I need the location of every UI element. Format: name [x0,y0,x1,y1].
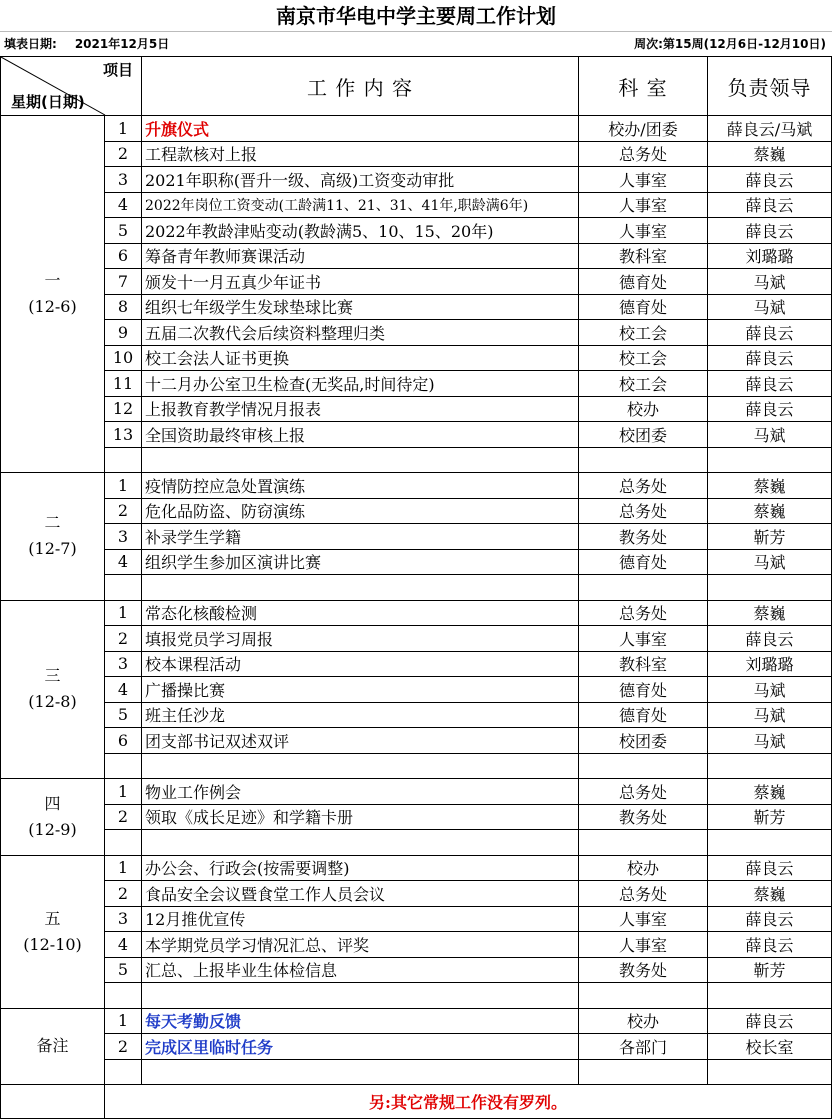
item-dept: 校团委 [579,422,708,448]
fill-date-row [4,32,169,56]
item-content: 升旗仪式 [142,116,579,142]
weekday-date: (12-9) [28,819,77,839]
item-dept: 总务处 [579,779,708,805]
item-content [142,575,579,601]
item-dept [579,447,708,473]
item-content: 2021年职称(晋升一级、高级)工资变动审批 [142,167,579,193]
item-dept [579,1059,708,1085]
item-dept [579,983,708,1009]
table-row [1,141,832,167]
item-content: 疫情防控应急处置演练 [142,473,579,499]
item-number: 6 [105,243,142,269]
item-content: 组织学生参加区演讲比赛 [142,549,579,575]
item-lead: 刘璐璐 [708,243,832,269]
item-number: 2 [105,498,142,524]
item-content [142,447,579,473]
day-cell [1,600,105,779]
item-lead [708,447,832,473]
blank-row [1,753,832,779]
item-number [105,447,142,473]
item-lead: 蔡巍 [708,141,832,167]
item-content: 补录学生学籍 [142,524,579,550]
item-content: 本学期党员学习情况汇总、评奖 [142,932,579,958]
weekday-label: 四 [44,793,61,813]
item-lead: 靳芳 [708,957,832,983]
item-lead: 马斌 [708,422,832,448]
item-number: 2 [105,626,142,652]
item-lead: 马斌 [708,269,832,295]
table-row [1,804,832,830]
table-row [1,218,832,244]
table-row [1,396,832,422]
item-dept: 德育处 [579,677,708,703]
table-row [1,855,832,881]
weekday-label: 五 [44,908,61,928]
item-lead: 薛良云 [708,855,832,881]
item-lead: 蔡巍 [708,473,832,499]
item-dept: 校工会 [579,345,708,371]
weekday-date: (12-6) [28,297,77,316]
item-lead: 马斌 [708,728,832,754]
blank-row [1,983,832,1009]
item-lead: 马斌 [708,549,832,575]
item-content: 物业工作例会 [142,779,579,805]
item-content [142,753,579,779]
table-row [1,677,832,703]
header-dept: 科 室 [579,57,708,116]
work-plan-table [0,56,832,1119]
item-number: 10 [105,345,142,371]
page-title: 南京市华电中学主要周工作计划 [0,0,832,32]
item-dept: 总务处 [579,498,708,524]
item-dept [579,575,708,601]
table-row [1,906,832,932]
table-row [1,728,832,754]
item-content: 2022年岗位工资变动(工龄满11、21、31、41年,职龄满6年) [142,192,579,218]
week-info: 周次:第15周(12月6日-12月10日) [634,37,826,51]
item-dept: 德育处 [579,702,708,728]
table-row [1,294,832,320]
table-row [1,932,832,958]
item-number: 2 [105,804,142,830]
table-row [1,702,832,728]
item-dept: 教务处 [579,524,708,550]
item-number [105,830,142,856]
item-dept: 人事室 [579,192,708,218]
item-dept: 教务处 [579,804,708,830]
item-number: 2 [105,1034,142,1060]
item-lead: 马斌 [708,677,832,703]
item-number: 4 [105,192,142,218]
item-lead: 薛良云 [708,932,832,958]
item-number [105,575,142,601]
table-row [1,371,832,397]
table-row [1,473,832,499]
header-item-label: 项目 [102,61,133,79]
item-content: 上报教育教学情况月报表 [142,396,579,422]
item-dept: 德育处 [579,294,708,320]
item-dept: 德育处 [579,269,708,295]
item-lead: 蔡巍 [708,498,832,524]
item-content [142,1059,579,1085]
item-lead: 薛良云 [708,626,832,652]
item-dept: 校办 [579,855,708,881]
item-dept [579,830,708,856]
table-row [1,1034,832,1060]
item-number: 3 [105,167,142,193]
item-dept: 教务处 [579,957,708,983]
item-lead: 薛良云 [708,345,832,371]
item-content: 五届二次教代会后续资料整理归类 [142,320,579,346]
table-row [1,626,832,652]
item-number [105,1059,142,1085]
header-weekday-label: 星期(日期) [11,93,85,111]
item-content: 广播操比赛 [142,677,579,703]
item-lead: 薛良云 [708,906,832,932]
item-lead: 薛良云 [708,371,832,397]
item-number: 1 [105,116,142,142]
item-number: 1 [105,779,142,805]
item-dept: 总务处 [579,473,708,499]
day-cell [1,116,105,473]
item-number: 6 [105,728,142,754]
day-cell [1,1008,105,1085]
item-dept: 人事室 [579,218,708,244]
footer-note: 另:其它常规工作没有罗列。 [105,1085,832,1119]
header-diagonal-cell [1,57,142,116]
item-dept: 校工会 [579,320,708,346]
table-row [1,269,832,295]
item-lead: 薛良云 [708,1008,832,1034]
weekday-label: 三 [44,666,61,686]
item-content: 校本课程活动 [142,651,579,677]
item-content: 班主任沙龙 [142,702,579,728]
day-cell [1,473,105,601]
item-number [105,983,142,1009]
header-content: 工 作 内 容 [142,57,579,116]
item-lead: 薛良云/马斌 [708,116,832,142]
table-row [1,192,832,218]
table-row [1,881,832,907]
item-dept: 各部门 [579,1034,708,1060]
item-number: 3 [105,524,142,550]
item-number: 12 [105,396,142,422]
item-content: 组织七年级学生发球垫球比赛 [142,294,579,320]
item-content: 汇总、上报毕业生体检信息 [142,957,579,983]
table-row [1,320,832,346]
item-content: 团支部书记双述双评 [142,728,579,754]
item-dept: 校办 [579,396,708,422]
item-content: 食品安全会议暨食堂工作人员会议 [142,881,579,907]
table-row [1,167,832,193]
item-lead: 蔡巍 [708,881,832,907]
item-content: 校工会法人证书更换 [142,345,579,371]
weekday-date: (12-8) [28,692,77,712]
item-content: 全国资助最终审核上报 [142,422,579,448]
item-content: 完成区里临时任务 [142,1034,579,1060]
item-number: 2 [105,141,142,167]
table-row [1,549,832,575]
item-dept: 校团委 [579,728,708,754]
day-cell [1,855,105,1008]
item-number: 11 [105,371,142,397]
blank-row [1,830,832,856]
item-dept: 教科室 [579,243,708,269]
item-number: 5 [105,218,142,244]
weekday-label: 备注 [36,1036,69,1056]
fill-date-value: 2021年12月5日 [74,37,170,51]
item-dept: 校办/团委 [579,116,708,142]
fill-date-label: 填表日期: [4,37,57,51]
item-number: 9 [105,320,142,346]
table-row [1,651,832,677]
item-content: 填报党员学习周报 [142,626,579,652]
item-lead: 薛良云 [708,192,832,218]
item-lead: 靳芳 [708,524,832,550]
item-content: 工程款核对上报 [142,141,579,167]
table-row [1,1008,832,1034]
item-dept: 总务处 [579,141,708,167]
item-content: 筹备青年教师赛课活动 [142,243,579,269]
weekday-date: (12-10) [23,934,82,954]
item-lead [708,830,832,856]
item-number: 2 [105,881,142,907]
item-number: 7 [105,269,142,295]
item-lead: 薛良云 [708,396,832,422]
blank-row [1,575,832,601]
item-number [105,753,142,779]
header-row [1,57,832,116]
item-content: 常态化核酸检测 [142,600,579,626]
table-row [1,243,832,269]
item-dept: 校工会 [579,371,708,397]
item-lead: 蔡巍 [708,600,832,626]
table-row [1,524,832,550]
item-lead: 校长室 [708,1034,832,1060]
item-number: 3 [105,906,142,932]
header-lead: 负责领导 [708,57,832,116]
item-dept: 教科室 [579,651,708,677]
item-dept: 总务处 [579,881,708,907]
item-number: 5 [105,957,142,983]
item-number: 4 [105,932,142,958]
table-row [1,957,832,983]
item-dept: 人事室 [579,167,708,193]
item-dept: 校办 [579,1008,708,1034]
weekday-label: 二 [44,513,61,533]
weekday-date: (12-7) [28,539,77,559]
item-content: 2022年教龄津贴变动(教龄满5、10、15、20年) [142,218,579,244]
item-content: 十二月办公室卫生检查(无奖品,时间待定) [142,371,579,397]
item-number: 3 [105,651,142,677]
item-dept: 总务处 [579,600,708,626]
item-number: 5 [105,702,142,728]
item-number: 13 [105,422,142,448]
table-row [1,422,832,448]
item-lead: 刘璐璐 [708,651,832,677]
item-content: 危化品防盗、防窃演练 [142,498,579,524]
item-lead: 薛良云 [708,167,832,193]
item-number: 8 [105,294,142,320]
item-lead: 蔡巍 [708,779,832,805]
item-dept: 德育处 [579,549,708,575]
item-lead: 薛良云 [708,218,832,244]
item-dept: 人事室 [579,626,708,652]
table-row [1,600,832,626]
item-content: 12月推优宣传 [142,906,579,932]
blank-row [1,447,832,473]
item-lead: 靳芳 [708,804,832,830]
item-number: 1 [105,1008,142,1034]
item-number: 4 [105,677,142,703]
item-content: 颁发十一月五真少年证书 [142,269,579,295]
item-lead [708,1059,832,1085]
item-content: 领取《成长足迹》和学籍卡册 [142,804,579,830]
item-content: 每天考勤反馈 [142,1008,579,1034]
item-number: 1 [105,855,142,881]
item-content: 办公会、行政会(按需要调整) [142,855,579,881]
item-lead [708,753,832,779]
item-lead: 薛良云 [708,320,832,346]
item-content [142,983,579,1009]
day-cell [1,779,105,856]
item-content [142,830,579,856]
item-lead: 马斌 [708,702,832,728]
weekday-label: 一 [44,271,61,290]
item-dept [579,753,708,779]
item-number: 1 [105,600,142,626]
item-lead [708,983,832,1009]
item-lead [708,575,832,601]
item-dept: 人事室 [579,906,708,932]
table-row [1,116,832,142]
table-row [1,345,832,371]
item-number: 4 [105,549,142,575]
item-lead: 马斌 [708,294,832,320]
item-dept: 人事室 [579,932,708,958]
item-number: 1 [105,473,142,499]
blank-row [1,1059,832,1085]
table-row [1,779,832,805]
table-row [1,498,832,524]
footer-note-row [1,1085,832,1119]
